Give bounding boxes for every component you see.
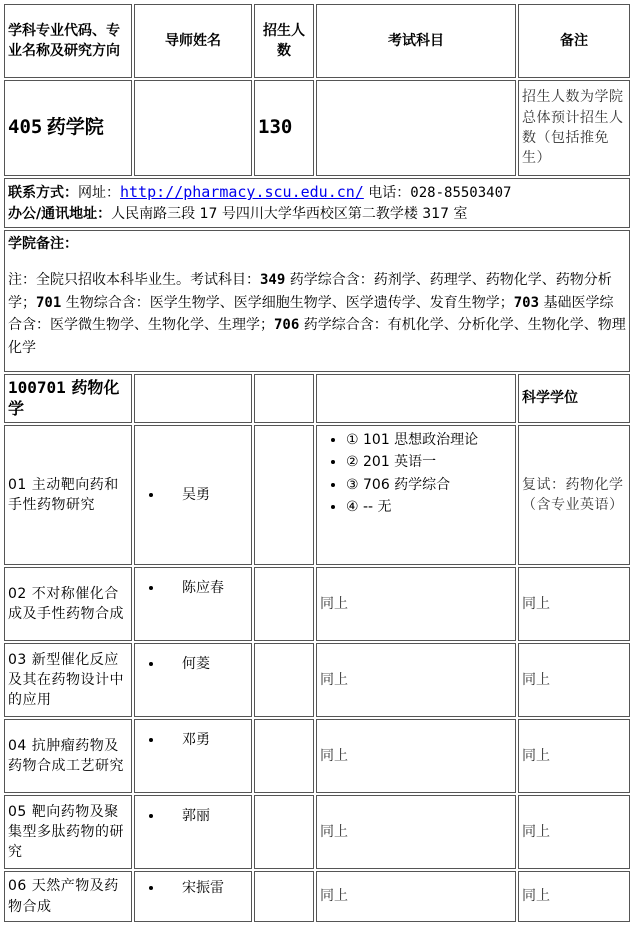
exam-same: 同上 — [316, 567, 516, 641]
direction-remark: 复试：药物化学（含专业英语） — [518, 425, 630, 565]
notes-label: 学院备注： — [8, 236, 78, 252]
teacher-cell — [134, 425, 252, 565]
direction-row — [4, 425, 630, 565]
quota-cell — [254, 643, 314, 717]
direction-name: 05 靶向药物及聚集型多肽药物的研究 — [4, 795, 132, 869]
quota-cell — [254, 719, 314, 793]
teacher-name: • 邓勇 — [164, 730, 248, 750]
college-exams-cell — [316, 80, 516, 176]
quota-cell — [254, 425, 314, 565]
teacher-cell — [134, 719, 252, 793]
code-706: 706 — [274, 317, 300, 334]
direction-name: 03 新型催化反应及其在药物设计中的应用 — [4, 643, 132, 717]
teacher-name: • 郭丽 — [164, 806, 248, 826]
header-advisor: 导师姓名 — [134, 4, 252, 78]
major-title — [4, 374, 132, 423]
major-row — [4, 374, 630, 423]
direction-row — [4, 719, 630, 793]
notes-part-4: 基础医学综合含：医学微生物学、生物化学、生理学； — [8, 294, 614, 334]
major-code: 100701 — [8, 377, 66, 397]
notes-part-2: 药学综合含：药剂学、药理学、药物化学、药物分析学； — [8, 272, 612, 311]
direction-row — [4, 795, 630, 869]
phone-number: 028-85503407 — [410, 185, 512, 201]
direction-name: 01 主动靶向药和手性药物研究 — [4, 425, 132, 565]
direction-row — [4, 643, 630, 717]
header-major: 学科专业代码、专业名称及研究方向 — [4, 4, 132, 78]
notes-part-5: 药学综合含：有机化学、分析化学、生物化学、物理化学 — [8, 317, 626, 356]
teacher-cell — [134, 567, 252, 641]
college-code: 405 — [8, 116, 43, 139]
exam-same: 同上 — [316, 719, 516, 793]
direction-row — [4, 871, 630, 922]
direction-name: 04 抗肿瘤药物及药物合成工艺研究 — [4, 719, 132, 793]
contact-row — [4, 178, 630, 228]
header-remarks: 备注 — [518, 4, 630, 78]
website-label: 网址： — [78, 185, 120, 201]
notes-cell — [4, 230, 630, 372]
notes-text — [8, 269, 626, 359]
website-link[interactable]: http://pharmacy.scu.edu.cn/ — [120, 183, 364, 201]
major-name: 药物化学 — [8, 377, 120, 418]
direction-row — [4, 567, 630, 641]
address-label: 办公/通讯地址： — [8, 206, 112, 222]
admissions-table — [2, 2, 632, 924]
exam-list-cell — [316, 425, 516, 565]
header-row — [4, 4, 630, 78]
teacher-cell — [134, 871, 252, 922]
exam-list — [320, 430, 512, 517]
teacher-name: • 吴勇 — [164, 485, 248, 505]
college-name: 药学院 — [46, 116, 104, 139]
exam-item: • ② 201 英语一 — [346, 452, 512, 472]
contact-label: 联系方式： — [8, 185, 78, 201]
exam-item: • ④ -- 无 — [346, 497, 512, 517]
quota-cell — [254, 795, 314, 869]
major-quota-cell — [254, 374, 314, 423]
contact-cell — [4, 178, 630, 228]
notes-part-3: 生物综合含：医学生物学、医学细胞生物学、医学遗传学、发育生物学； — [61, 294, 514, 311]
college-remark: 招生人数为学院总体预计招生人数（包括推免生） — [518, 80, 630, 176]
teacher-name: • 何菱 — [164, 654, 248, 674]
code-349: 349 — [260, 272, 286, 289]
header-quota: 招生人数 — [254, 4, 314, 78]
major-exams-cell — [316, 374, 516, 423]
college-quota: 130 — [258, 116, 293, 139]
college-row — [4, 80, 630, 176]
exam-same: 同上 — [316, 643, 516, 717]
direction-name: 06 天然产物及药物合成 — [4, 871, 132, 922]
direction-remark: 同上 — [518, 795, 630, 869]
code-701: 701 — [36, 294, 62, 311]
exam-item: • ③ 706 药学综合 — [346, 475, 512, 495]
quota-cell — [254, 871, 314, 922]
teacher-cell — [134, 795, 252, 869]
exam-same: 同上 — [316, 795, 516, 869]
header-exams: 考试科目 — [316, 4, 516, 78]
code-703: 703 — [513, 294, 540, 311]
major-advisor-cell — [134, 374, 252, 423]
college-quota-cell — [254, 80, 314, 176]
direction-remark: 同上 — [518, 567, 630, 641]
phone-label: 电话： — [363, 185, 411, 201]
major-degree: 科学学位 — [518, 374, 630, 423]
exam-item: • ① 101 思想政治理论 — [346, 430, 512, 450]
exam-same: 同上 — [316, 871, 516, 922]
direction-remark: 同上 — [518, 719, 630, 793]
quota-cell — [254, 567, 314, 641]
address-text: 人民南路三段 17 号四川大学华西校区第二教学楼 317 室 — [111, 206, 468, 222]
teacher-cell — [134, 643, 252, 717]
teacher-name: • 宋振雷 — [164, 878, 248, 898]
direction-remark: 同上 — [518, 643, 630, 717]
direction-remark: 同上 — [518, 871, 630, 922]
college-advisor-cell — [134, 80, 252, 176]
notes-row — [4, 230, 630, 372]
teacher-name: • 陈应春 — [164, 578, 248, 598]
college-title — [4, 80, 132, 176]
direction-name: 02 不对称催化合成及手性药物合成 — [4, 567, 132, 641]
notes-part-1: 注：全院只招收本科毕业生。考试科目： — [8, 272, 260, 289]
